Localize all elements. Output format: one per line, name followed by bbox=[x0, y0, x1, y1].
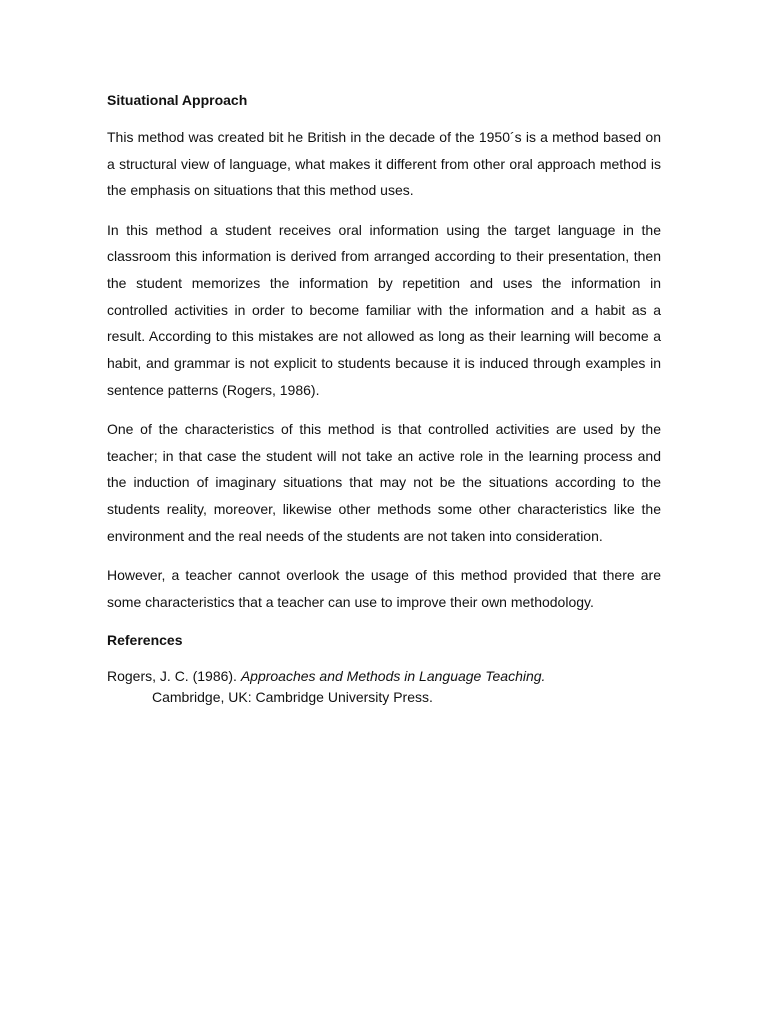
references-heading: References bbox=[107, 631, 183, 648]
paragraph-3: One of the characteristics of this method is that controlled activities are used by the teacher; in that case the student will not take an active role in the learning process and the induction of imaginary situations that may not be the situations according to the students reality, moreover, likewise other methods some other characteristics like the environment and the real needs of the students are not taken into consideration. bbox=[107, 421, 661, 544]
paragraph-2: In this method a student receives oral information using the target language in the classroom this information is derived from arranged according to their presentation, then the student memorizes the information by repetition and uses the information in controlled activities in order to become familiar with the information and a habit as a result. According to this mistakes are not allowed as long as their learning will become a habit, and grammar is not explicit to students because it is induced through examples in sentence patterns (Rogers, 1986). bbox=[107, 221, 661, 398]
paragraph-1: This method was created bit he British in the decade of the 1950´s is a method based on a structural view of language, what makes it different from other oral approach method is the emphasis on situations that this method uses. bbox=[107, 129, 661, 199]
reference-entry bbox=[107, 666, 661, 708]
reference-title: Approaches and Methods in Language Teaching. bbox=[240, 667, 546, 684]
document-title: Situational Approach bbox=[107, 92, 248, 108]
reference-author-year: Rogers, J. C. (1986). bbox=[107, 667, 241, 684]
document-page bbox=[107, 88, 661, 708]
reference-publisher: Cambridge, UK: Cambridge University Press. bbox=[152, 688, 433, 705]
paragraph-4: However, a teacher cannot overlook the usage of this method provided that there are some characteristics that a teacher can use to improve their own methodology. bbox=[107, 567, 661, 610]
